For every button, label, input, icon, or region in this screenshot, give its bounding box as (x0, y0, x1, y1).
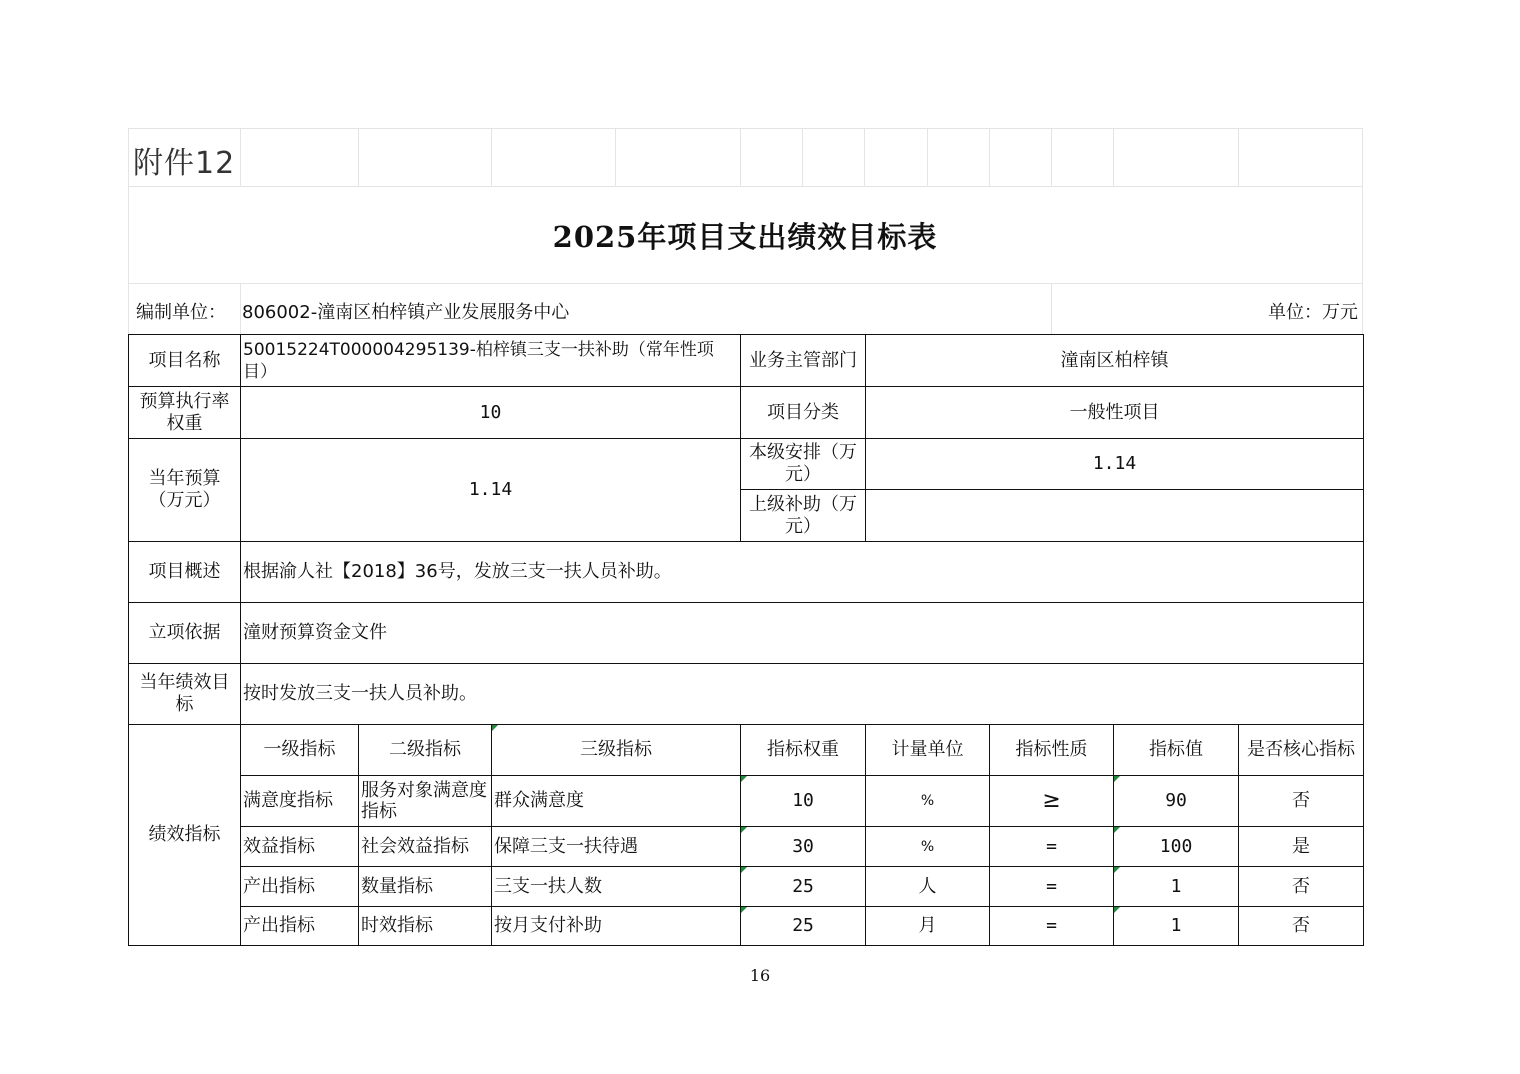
gridline (740, 128, 741, 186)
table-cell: 否 (1239, 907, 1364, 946)
table-cell: 100 (1114, 827, 1239, 867)
gridline (128, 283, 1363, 284)
project-name-value: 50015224T000004295139-柏梓镇三支一扶补助（常年性项目） (241, 335, 741, 387)
table-cell: = (990, 867, 1114, 907)
overview-label: 项目概述 (129, 542, 241, 603)
table-cell: 是 (1239, 827, 1364, 867)
column-header: 一级指标 (241, 725, 359, 776)
dept-value: 潼南区柏梓镇 (866, 335, 1364, 387)
table-cell: 25 (741, 867, 866, 907)
gridline (615, 128, 616, 186)
gridline (128, 186, 1363, 187)
page-number: 16 (749, 966, 771, 985)
gridline (240, 128, 241, 186)
gridline (989, 128, 990, 186)
exec-weight-label: 预算执行率权重 (129, 387, 241, 439)
performance-target-table (128, 334, 1364, 946)
column-header: 计量单位 (866, 725, 990, 776)
basis-label: 立项依据 (129, 603, 241, 664)
table-cell: 25 (741, 907, 866, 946)
table-row (129, 603, 1364, 664)
table-cell: 时效指标 (359, 907, 492, 946)
local-funding-value: 1.14 (866, 439, 1364, 490)
upper-funding-label: 上级补助（万元） (741, 490, 866, 542)
table-cell: 90 (1114, 776, 1239, 827)
table-cell: 效益指标 (241, 827, 359, 867)
table-cell: 社会效益指标 (359, 827, 492, 867)
table-cell: 否 (1239, 776, 1364, 827)
goal-label: 当年绩效目标 (129, 664, 241, 725)
category-value: 一般性项目 (866, 387, 1364, 439)
gridline (1051, 283, 1052, 334)
gridline (1051, 128, 1052, 186)
table-cell: 保障三支一扶待遇 (492, 827, 741, 867)
column-header: 指标性质 (990, 725, 1114, 776)
table-cell: 产出指标 (241, 907, 359, 946)
budget-value: 1.14 (241, 439, 741, 542)
project-name-label: 项目名称 (129, 335, 241, 387)
table-cell: ≥ (990, 776, 1114, 827)
table-cell: 月 (866, 907, 990, 946)
gridline (128, 128, 1363, 129)
attachment-label: 附件12 (133, 146, 236, 181)
table-cell: 人 (866, 867, 990, 907)
table-cell: 30 (741, 827, 866, 867)
gridline (240, 283, 241, 334)
table-row (129, 439, 1364, 490)
category-label: 项目分类 (741, 387, 866, 439)
budget-label: 当年预算（万元） (129, 439, 241, 542)
unit-label: 单位：万元 (1268, 302, 1358, 323)
table-cell: = (990, 907, 1114, 946)
gridline (802, 128, 803, 186)
gridline (1238, 128, 1239, 186)
column-header: 是否核心指标 (1239, 725, 1364, 776)
table-cell: 10 (741, 776, 866, 827)
table-row (129, 387, 1364, 439)
table-row (129, 776, 1364, 827)
gridline (1113, 128, 1114, 186)
org-label: 编制单位： (136, 302, 226, 323)
overview-value: 根据渝人社【2018】36号，发放三支一扶人员补助。 (241, 542, 1364, 603)
gridline (1362, 128, 1363, 334)
column-header: 三级指标 (492, 725, 741, 776)
gridline (864, 128, 865, 186)
table-cell: 按月支付补助 (492, 907, 741, 946)
table-cell: = (990, 827, 1114, 867)
table-cell: 1 (1114, 907, 1239, 946)
table-row (129, 664, 1364, 725)
page-title: 2025年项目支出绩效目标表 (552, 220, 938, 254)
indicators-section-label: 绩效指标 (129, 725, 241, 946)
gridline (491, 128, 492, 186)
exec-weight-value: 10 (241, 387, 741, 439)
table-row (129, 867, 1364, 907)
table-cell: 数量指标 (359, 867, 492, 907)
column-header: 指标值 (1114, 725, 1239, 776)
table-cell: % (866, 827, 990, 867)
gridline (927, 128, 928, 186)
table-cell: 否 (1239, 867, 1364, 907)
goal-value: 按时发放三支一扶人员补助。 (241, 664, 1364, 725)
dept-label: 业务主管部门 (741, 335, 866, 387)
table-cell: 服务对象满意度指标 (359, 776, 492, 827)
gridline (358, 128, 359, 186)
table-row (129, 827, 1364, 867)
local-funding-label: 本级安排（万元） (741, 439, 866, 490)
column-header: 二级指标 (359, 725, 492, 776)
indicator-header-row (129, 725, 1364, 776)
upper-funding-value (866, 490, 1364, 542)
column-header: 指标权重 (741, 725, 866, 776)
table-row (129, 542, 1364, 603)
table-cell: 满意度指标 (241, 776, 359, 827)
table-row (129, 907, 1364, 946)
basis-value: 潼财预算资金文件 (241, 603, 1364, 664)
org-value: 806002-潼南区柏梓镇产业发展服务中心 (242, 302, 570, 323)
table-row (129, 335, 1364, 387)
table-cell: 群众满意度 (492, 776, 741, 827)
table-cell: 三支一扶人数 (492, 867, 741, 907)
table-cell: 1 (1114, 867, 1239, 907)
table-cell: 产出指标 (241, 867, 359, 907)
table-cell: % (866, 776, 990, 827)
